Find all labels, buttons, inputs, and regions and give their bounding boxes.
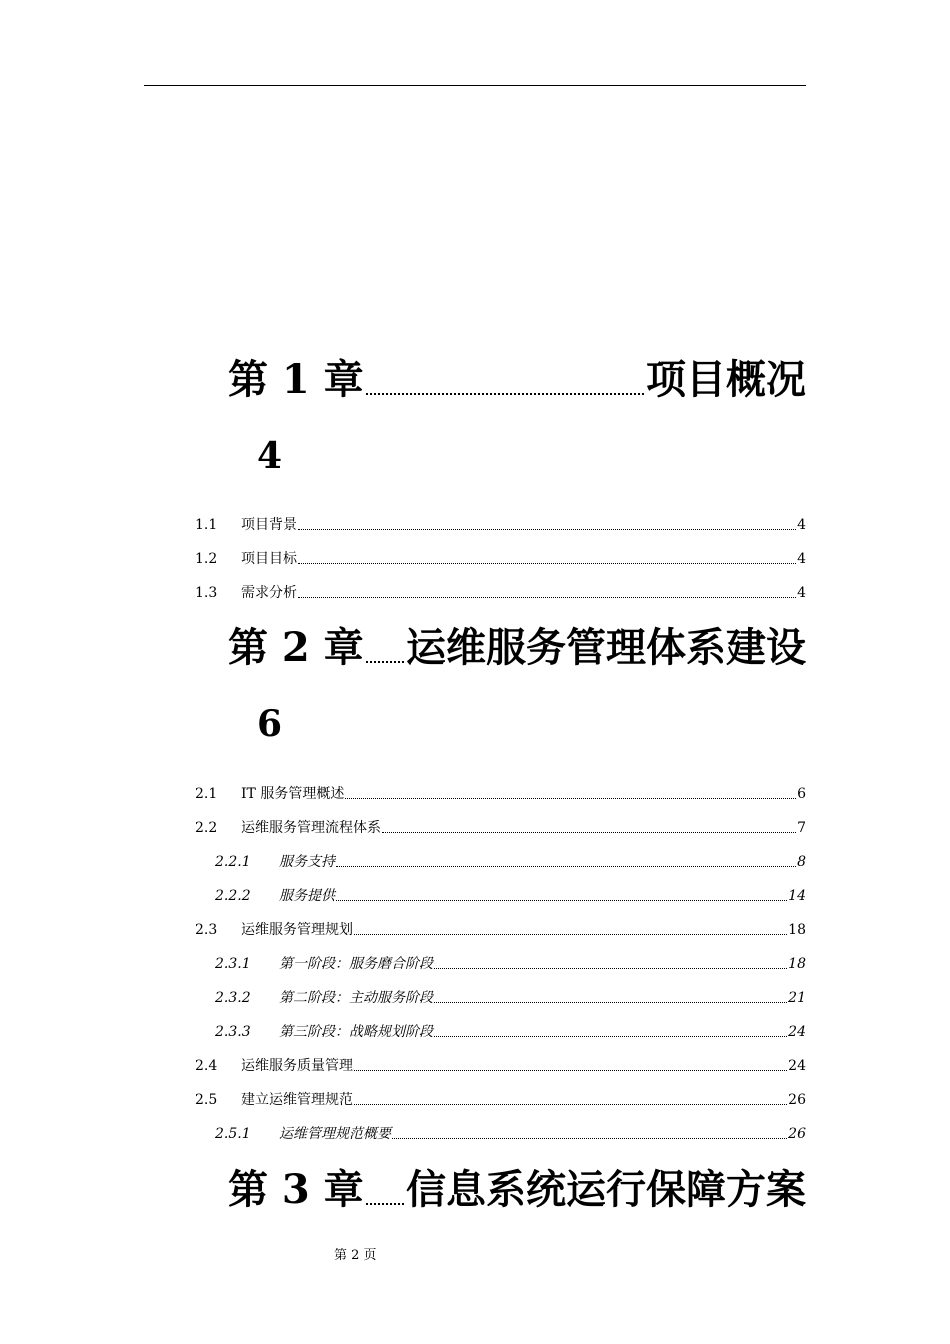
section-title: 建立运维管理规范 [241, 1092, 353, 1108]
page-number: 8 [797, 854, 806, 870]
section-number: 2.3 [195, 922, 218, 938]
toc-entry[interactable] [215, 1021, 806, 1041]
section-number: 2.1 [195, 786, 218, 802]
toc-chapter-2[interactable] [228, 624, 806, 672]
section-title: 第三阶段：战略规划阶段 [279, 1024, 433, 1040]
page-footer: 第 2 页 [334, 1248, 377, 1263]
leader-dots [298, 563, 796, 564]
section-title: 项目背景 [241, 517, 297, 533]
section-title: 第二阶段：主动服务阶段 [279, 990, 433, 1006]
section-title: 运维服务管理规划 [241, 922, 353, 938]
section-number: 1.2 [195, 551, 218, 567]
section-title: 需求分析 [241, 585, 297, 601]
page-number: 26 [788, 1126, 806, 1142]
toc-entry[interactable] [195, 817, 806, 837]
leader-dots [354, 1070, 787, 1071]
page-number: 18 [788, 956, 806, 972]
page-number: 4 [797, 585, 806, 601]
leader-dots [298, 529, 796, 530]
leader-dots [298, 597, 796, 598]
section-title: 运维服务质量管理 [241, 1058, 353, 1074]
page-number: 26 [788, 1092, 806, 1108]
chapter-title: 信息系统运行保障方案 [406, 1166, 806, 1213]
leader-dots [336, 866, 796, 867]
toc-entry[interactable] [195, 548, 806, 568]
leader-dots [366, 393, 644, 395]
toc-chapter-1[interactable] [228, 356, 806, 404]
page-number: 14 [788, 888, 806, 904]
header-rule [144, 85, 806, 86]
section-title: 第一阶段：服务磨合阶段 [279, 956, 433, 972]
toc-entry[interactable] [215, 1123, 806, 1143]
section-title: 运维管理规范概要 [279, 1126, 391, 1142]
toc-entry[interactable] [215, 885, 806, 905]
page-number: 18 [788, 922, 806, 938]
toc-entry[interactable] [195, 1055, 806, 1075]
chapter-number: 第 2 章 [228, 624, 364, 671]
leader-dots [434, 1002, 787, 1003]
section-number: 2.5.1 [215, 1126, 251, 1142]
section-number: 2.3.1 [215, 956, 251, 972]
section-title: 服务支持 [279, 854, 335, 870]
leader-dots [434, 968, 787, 969]
section-number: 2.4 [195, 1058, 218, 1074]
section-number: 1.3 [195, 585, 218, 601]
chapter-title: 项目概况 [646, 356, 806, 403]
toc-entry[interactable] [195, 514, 806, 534]
section-number: 2.5 [195, 1092, 218, 1108]
leader-dots [366, 661, 404, 663]
toc-entry[interactable] [195, 1089, 806, 1109]
page-number: 24 [788, 1058, 806, 1074]
page-number: 6 [797, 786, 806, 802]
section-title: 项目目标 [241, 551, 297, 567]
section-number: 2.3.3 [215, 1024, 251, 1040]
leader-dots [354, 1104, 787, 1105]
page-number: 4 [797, 517, 806, 533]
toc-chapter-3[interactable] [228, 1166, 806, 1214]
leader-dots [336, 900, 787, 901]
page-number: 4 [797, 551, 806, 567]
section-number: 2.3.2 [215, 990, 251, 1006]
toc-entry[interactable] [195, 783, 806, 803]
section-number: 2.2.1 [215, 854, 251, 870]
section-number: 1.1 [195, 517, 218, 533]
section-title: IT 服务管理概述 [241, 786, 345, 802]
page-number: 7 [797, 820, 806, 836]
page-number: 21 [788, 990, 806, 1006]
section-number: 2.2.2 [215, 888, 251, 904]
toc-entry[interactable] [195, 919, 806, 939]
section-title: 运维服务管理流程体系 [241, 820, 381, 836]
chapter-title: 运维服务管理体系建设 [406, 624, 806, 671]
chapter-page-number: 4 [257, 435, 283, 477]
section-title: 服务提供 [279, 888, 335, 904]
toc-entry[interactable] [195, 582, 806, 602]
leader-dots [392, 1138, 787, 1139]
toc-entry[interactable] [215, 987, 806, 1007]
chapter-number: 第 1 章 [228, 356, 364, 403]
page-number: 24 [788, 1024, 806, 1040]
section-number: 2.2 [195, 820, 218, 836]
leader-dots [382, 832, 796, 833]
leader-dots [345, 798, 796, 799]
leader-dots [354, 934, 787, 935]
leader-dots [434, 1036, 787, 1037]
toc-entry[interactable] [215, 953, 806, 973]
leader-dots [366, 1203, 404, 1205]
chapter-page-number: 6 [257, 703, 283, 745]
chapter-number: 第 3 章 [228, 1166, 364, 1213]
toc-entry[interactable] [215, 851, 806, 871]
